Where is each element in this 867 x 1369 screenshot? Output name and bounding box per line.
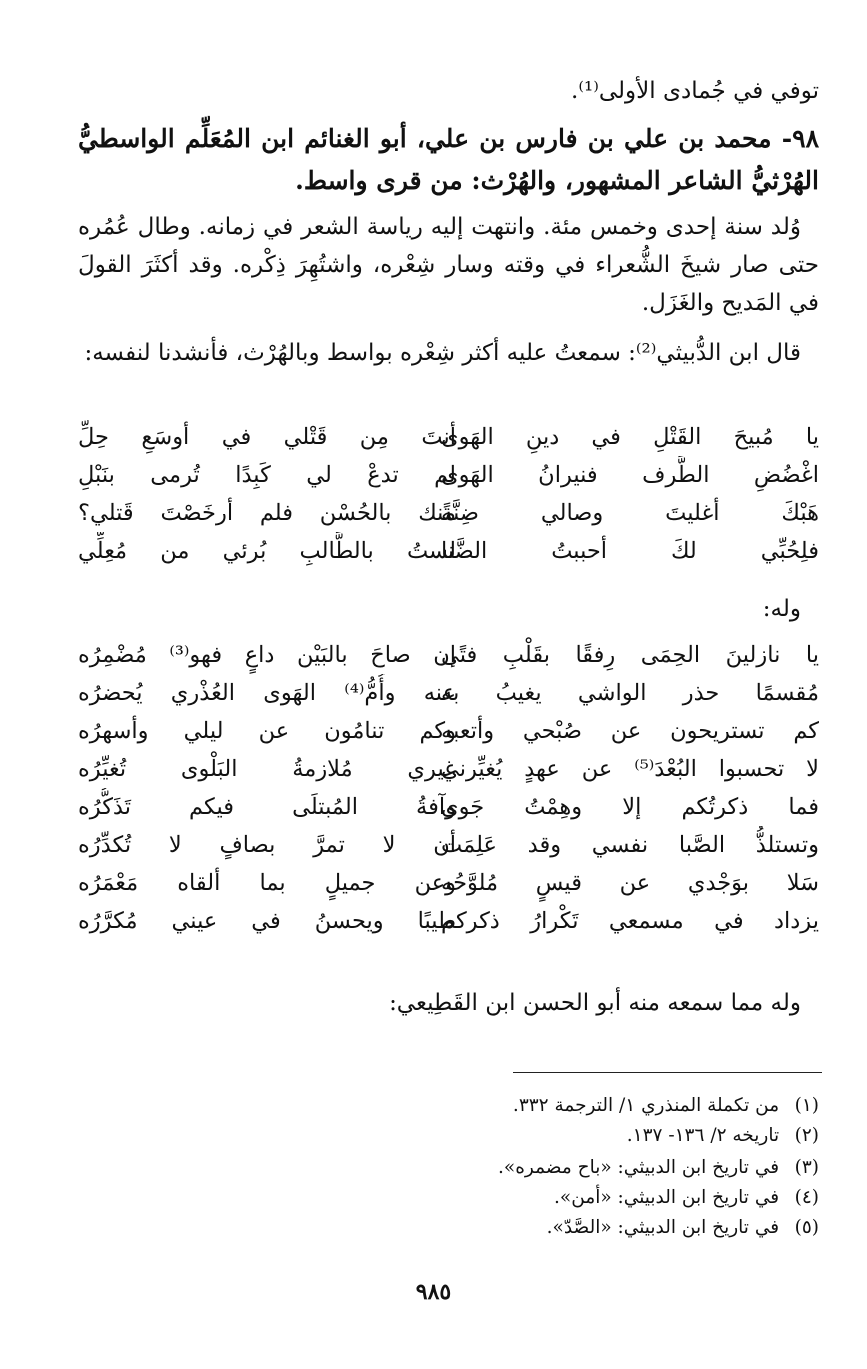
verse-second-hemistich: عنه وأُمُّ⁽⁴⁾ الهَوى العُذْري يُحضرُه <box>78 680 456 706</box>
verse-first-hemistich: سَلا بوَجْدي عن قيسٍ مُلوَّحُه <box>441 870 819 896</box>
verse-row <box>78 902 819 940</box>
verse-row <box>78 788 819 826</box>
verse-row <box>78 532 819 570</box>
verse-second-hemistich: أنتَ مِن قَتْلي في أوسَعِ حِلِّ <box>78 424 456 450</box>
footnote-number: (٥) <box>794 1217 819 1238</box>
paragraph-birth: وُلد سنة إحدى وخمس مئة. وانتهت إليه رياسة الشعر في زمانه. وطال عُمُره حتى صار شيخَ الشُّعراء في وقته وسار شِعْره، واشتُهِرَ ذِكْره. وقد أكثَرَ القولَ في المَديح والغَزَل. <box>78 214 819 316</box>
poem-1 <box>78 418 819 570</box>
closing-line: وله مما سمعه منه أبو الحسن ابن القَطِيعي: <box>389 990 801 1016</box>
verse-first-hemistich: لا تحسبوا البُعْدَ⁽⁵⁾ عن عهدٍ يُغيِّرني <box>441 756 819 782</box>
poem-2 <box>78 636 819 940</box>
footnote-item <box>399 1154 819 1182</box>
verse-first-hemistich: اغْضُضِ الطَّرف فنيرانُ الهَوى <box>441 462 819 488</box>
footnote-number: (٢) <box>794 1125 819 1146</box>
verse-row <box>78 674 819 712</box>
label-wa-lahu: وله: <box>762 596 801 622</box>
verse-second-hemistich: غيري مُلازمةُ البَلْوى تُغيِّرُه <box>78 756 456 782</box>
verse-row <box>78 826 819 864</box>
verse-first-hemistich: كم تستريحون عن صُبْحي وأتعبه <box>441 718 819 744</box>
verse-row <box>78 418 819 456</box>
verse-first-hemistich: يا نازلينَ الحِمَى رِفقًا بقَلْبِ فتًى <box>441 642 819 668</box>
verse-first-hemistich: يزداد في مسمعي تَكْرارُ ذكركم <box>441 908 819 934</box>
footnote-item <box>399 1122 819 1150</box>
verse-row <box>78 750 819 788</box>
entry-heading: ٩٨- محمد بن علي بن فارس بن علي، أبو الغنائم ابن المُعَلِّم الواسطيُّ الهُرْثيُّ الشاعر المشهور، والهُرْث: من قرى واسط. <box>78 124 819 195</box>
footnote-divider <box>513 1072 822 1073</box>
verse-second-hemistich: وعن جميلٍ بما ألقاه مَعْمَرُه <box>78 870 456 896</box>
verse-row <box>78 712 819 750</box>
verse-row <box>78 864 819 902</box>
verse-second-hemistich: وآفةُ المُبتلَى فيكم تَذَكُّرُه <box>78 794 456 820</box>
verse-second-hemistich: أن لا تمرَّ بصافٍ لا تُكدِّرُه <box>78 832 456 858</box>
verse-second-hemistich: إن صاحَ بالبَيْن داعٍ فهو⁽³⁾ مُضْمِرُه <box>78 642 456 668</box>
footnote-number: (٣) <box>794 1157 819 1178</box>
verse-first-hemistich: فما ذكرتُكم إلا وهِمْتُ جَوى <box>441 794 819 820</box>
verse-row <box>78 494 819 532</box>
footnote-item <box>399 1184 819 1212</box>
footnote-text: من تكملة المنذري ١/ الترجمة ٣٣٢. <box>512 1095 780 1116</box>
verse-first-hemistich: مُقسمًا حذر الواشي يغيبُ به <box>441 680 819 706</box>
verse-first-hemistich: وتستلذُّ الصَّبا نفسي وقد عَلِمَت <box>441 832 819 858</box>
verse-second-hemistich: منك بالحُسْن فلم أرخَصْتَ قَتلي؟ <box>78 500 456 526</box>
footnote-text: تاريخه ٢/ ١٣٦- ١٣٧. <box>626 1125 780 1146</box>
verse-row <box>78 456 819 494</box>
verse-second-hemistich: لستُ بالطَّالبِ بُرئي من مُعِلِّي <box>78 538 456 564</box>
verse-row <box>78 636 819 674</box>
verse-second-hemistich: لم تدعْ لي كَبِدًا تُرمى بنَبْلِ <box>78 462 456 488</box>
verse-second-hemistich: طيبًا ويحسنُ في عيني مُكرَّرُه <box>78 908 456 934</box>
footnote-item <box>399 1214 819 1242</box>
footnote-number: (٤) <box>794 1187 819 1208</box>
verse-first-hemistich: فلِحُبِّي لكَ أحببتُ الضَّنا <box>441 538 819 564</box>
footnote-item <box>399 1092 819 1120</box>
verse-second-hemistich: وكم تنامُون عن ليلي وأسهرُه <box>78 718 456 744</box>
footnote-text: في تاريخ ابن الدبيثي: «باح مضمره». <box>498 1157 780 1178</box>
footnote-text: في تاريخ ابن الدبيثي: «أمن». <box>554 1187 780 1208</box>
page-number: ٩٨٥ <box>415 1279 452 1305</box>
verse-first-hemistich: يا مُبيحَ القَتْلِ في دينِ الهَوى <box>441 424 819 450</box>
verse-first-hemistich: هَبْكَ أغليتَ وصالي ضِنَّةً <box>441 500 819 526</box>
footnote-text: في تاريخ ابن الدبيثي: «الصَّدّ». <box>546 1217 780 1238</box>
paragraph-quote: قال ابن الدُّبيثي⁽²⁾: سمعتُ عليه أكثر شِعْره بواسط وبالهُرْث، فأنشدنا لنفسه: <box>84 340 801 366</box>
text-line-death: توفي في جُمادى الأولى⁽¹⁾. <box>571 78 819 104</box>
footnote-number: (١) <box>794 1095 819 1116</box>
